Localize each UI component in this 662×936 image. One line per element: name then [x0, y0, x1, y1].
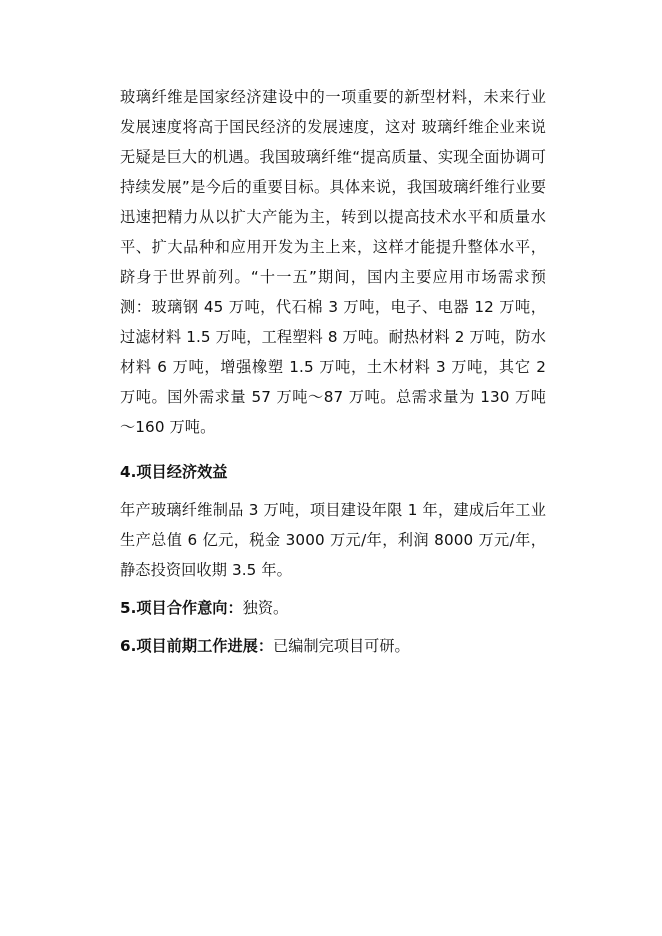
- section-4-heading-label: 4.项目经济效益: [120, 463, 228, 481]
- section-4-heading: [120, 457, 546, 487]
- section-4-body: 年产玻璃纤维制品 3 万吨，项目建设年限 1 年，建成后年工业生产总值 6 亿元，税金 3000 万元/年，利润 8000 万元/年，静态投资回收期 3.5 年。: [120, 501, 546, 579]
- section-6-heading-label: 6.项目前期工作进展：: [120, 637, 274, 655]
- section-5-heading-label: 5.项目合作意向：: [120, 599, 243, 617]
- section-6-value: 已编制完项目可研。: [273, 637, 410, 655]
- section-5-value: 独资。: [242, 599, 289, 617]
- document-content: [120, 82, 546, 661]
- section-5: [120, 593, 546, 623]
- section-6: [120, 631, 546, 661]
- intro-paragraph: 玻璃纤维是国家经济建设中的一项重要的新型材料，未来行业发展速度将高于国民经济的发展速度，这对 玻璃纤维企业来说无疑是巨大的机遇。我国玻璃纤维“提高质量、实现全面协调可持续发展”是今后的重要目标。具体来说，我国玻璃纤维行业要迅速把精力从以扩大产能为主，转到以提高技术水平和质量水平、扩大品种和应用开发为主上来，这样才能提升整体水平，跻身于世界前列。“十一五”期间，国内主要应用市场需求预测：玻璃钢 45 万吨，代石棉 3 万吨，电子、电器 12 万吨，过滤材料 1.5 万吨，工程塑料 8 万吨。耐热材料 2 万吨，防水材料 6 万吨，增强橡塑 1.5 万吨，土木材料 3 万吨，其它 2 万吨。国外需求量 57 万吨～87 万吨。总需求量为 130 万吨～160 万吨。: [120, 88, 546, 436]
